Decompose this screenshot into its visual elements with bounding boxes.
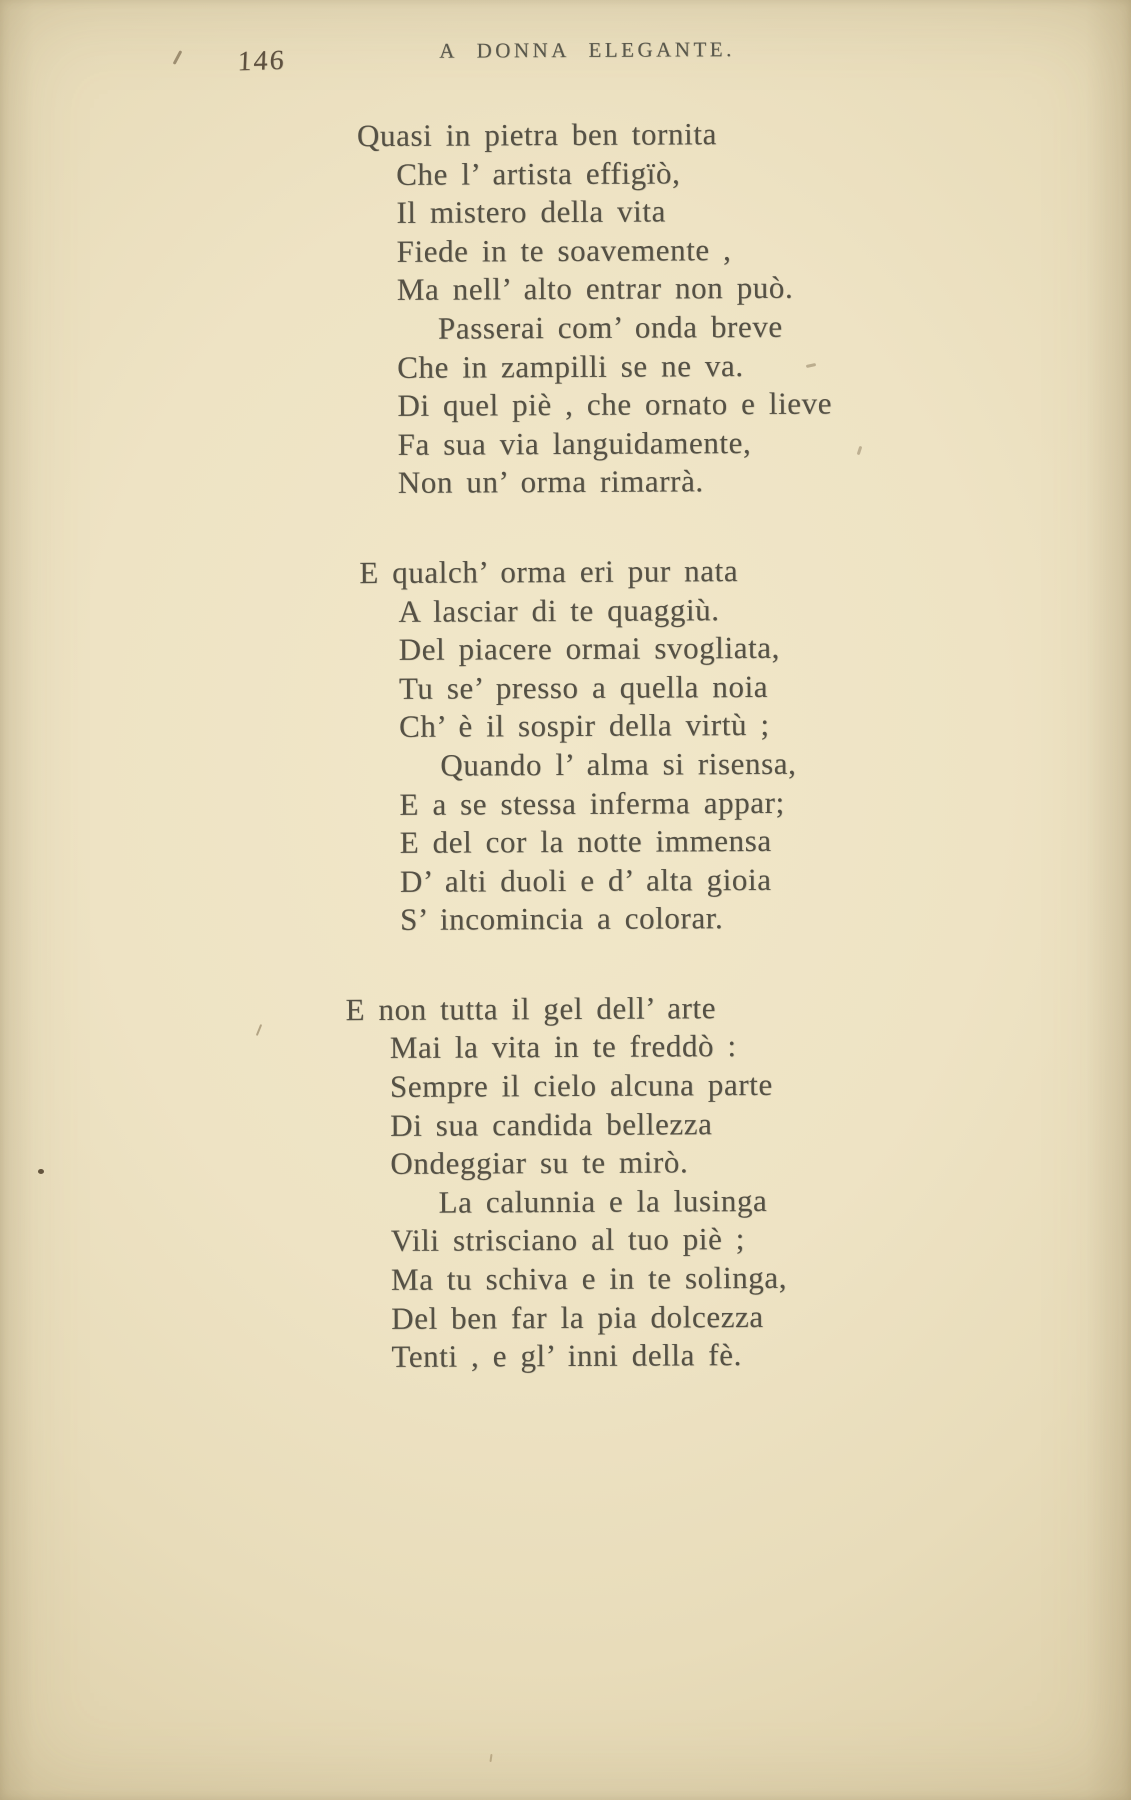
poem-line: Ma nell’ alto entrar non può. [396,270,794,308]
poem-stanza [345,988,907,1377]
poem-line: Ma tu schiva e in te solinga, [390,1259,788,1297]
poem-line: E non tutta il gel dell’ arte [345,990,717,1028]
poem-line: Di sua candida bellezza [390,1105,713,1143]
poem-line: Sempre il cielo alcuna parte [389,1066,773,1104]
poem-line: Che l’ artista effigïò, [396,154,681,192]
poem-stanza [341,114,903,503]
poem-line: Quasi in pietra ben tornita [356,116,717,154]
poem-line: Vili strisciano al tuo piè ; [390,1221,746,1259]
running-title: A DONNA ELEGANTE. [439,37,735,63]
poem-line: La calunnia e la lusinga [438,1182,768,1220]
poem-line: Tenti , e gl’ inni della fè. [391,1337,742,1375]
poem-line: Mai la vita in te freddò : [389,1028,737,1066]
poem-line: Ondeggiar su te mirò. [390,1144,689,1182]
poem-line: Fiede in te soavemente , [396,231,732,269]
poem-line: Tu se’ presso a quella noia [398,668,769,706]
page-number: 146 [236,44,287,78]
poem [341,114,908,1428]
poem-line: Del ben far la pia dolcezza [391,1298,764,1336]
poem-line: Il mistero della vita [396,193,666,231]
poem-line: E qualch’ orma eri pur nata [359,553,739,591]
poem-line: Passerai com’ onda breve [437,308,783,346]
poem-line: Di quel piè , che ornato e lieve [397,385,833,424]
poem-line: E del cor la notte immensa [399,823,772,860]
poem-line: Ch’ è il sospir della virtù ; [398,707,770,745]
poem-line: Del piacere ormai svogliata, [398,629,781,667]
poem-line: Fa sua via languidamente, [397,424,752,462]
poem-line: Quando l’ alma si risensa, [440,745,797,783]
poem-line: D’ alti duoli e d’ alta gioia [399,861,772,899]
poem-stanza [343,551,905,940]
poem-line: S’ incomincia a colorar. [400,900,724,938]
poem-line: Che in zampilli se ne va. [397,347,744,385]
poem-line: E a se stessa inferma appar; [399,784,785,822]
poem-line: A lasciar di te quaggiù. [398,591,720,629]
poem-line: Non un’ orma rimarrà. [397,463,704,501]
